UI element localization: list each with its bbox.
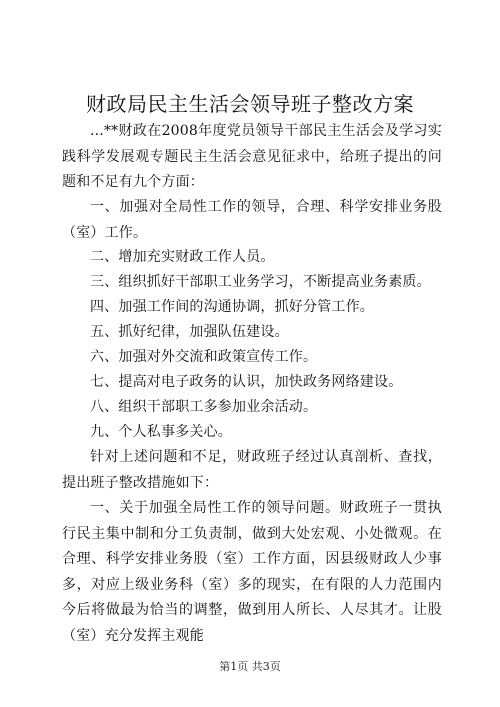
paragraph-measures-intro: 针对上述问题和不足，财政班子经过认真剖析、查找，提出班子整改措施如下： [62, 449, 442, 491]
document-title: 财政局民主生活会领导班子整改方案 [86, 92, 414, 116]
paragraph-item-9: 九、个人私事多关心。 [90, 424, 232, 440]
paragraph-intro: ...**财政在2008年度党员领导干部民主生活会及学习实践科学发展观专题民主生活会意见征求中，给班子提出的问题和不足有九个方面： [62, 123, 442, 190]
paragraph-item-3: 三、组织抓好干部职工业务学习，不断提高业务素质。 [90, 274, 431, 290]
paragraph-item-2: 二、增加充实财政工作人员。 [90, 249, 275, 265]
paragraph-item-7: 七、提高对电子政务的认识，加快政务网络建设。 [90, 374, 403, 390]
paragraph-item-8: 八、组织干部职工多参加业余活动。 [90, 399, 318, 415]
page-footer: 第1页 共3页 [219, 660, 281, 673]
paragraph-item-6: 六、加强对外交流和政策宣传工作。 [90, 349, 318, 365]
paragraph-item-5: 五、抓好纪律，加强队伍建设。 [90, 324, 289, 340]
paragraph-item-1: 一、加强对全局性工作的领导，合理、科学安排业务股（室）工作。 [62, 199, 442, 241]
paragraph-measure-1: 一、关于加强全局性工作的领导问题。财政班子一贯执行民主集中制和分工负责制，做到大处宏观、小处微观。在合理、科学安排业务股（室）工作方面，因县级财政人少事多，对应上级业务科（室）多的现实，在有限的人力范围内今后将做最为恰当的调整，做到用人所长、人尽其才。让股（室）充分发挥主观能 [62, 500, 442, 644]
paragraph-item-4: 四、加强工作间的沟通协调，抓好分管工作。 [90, 299, 374, 315]
